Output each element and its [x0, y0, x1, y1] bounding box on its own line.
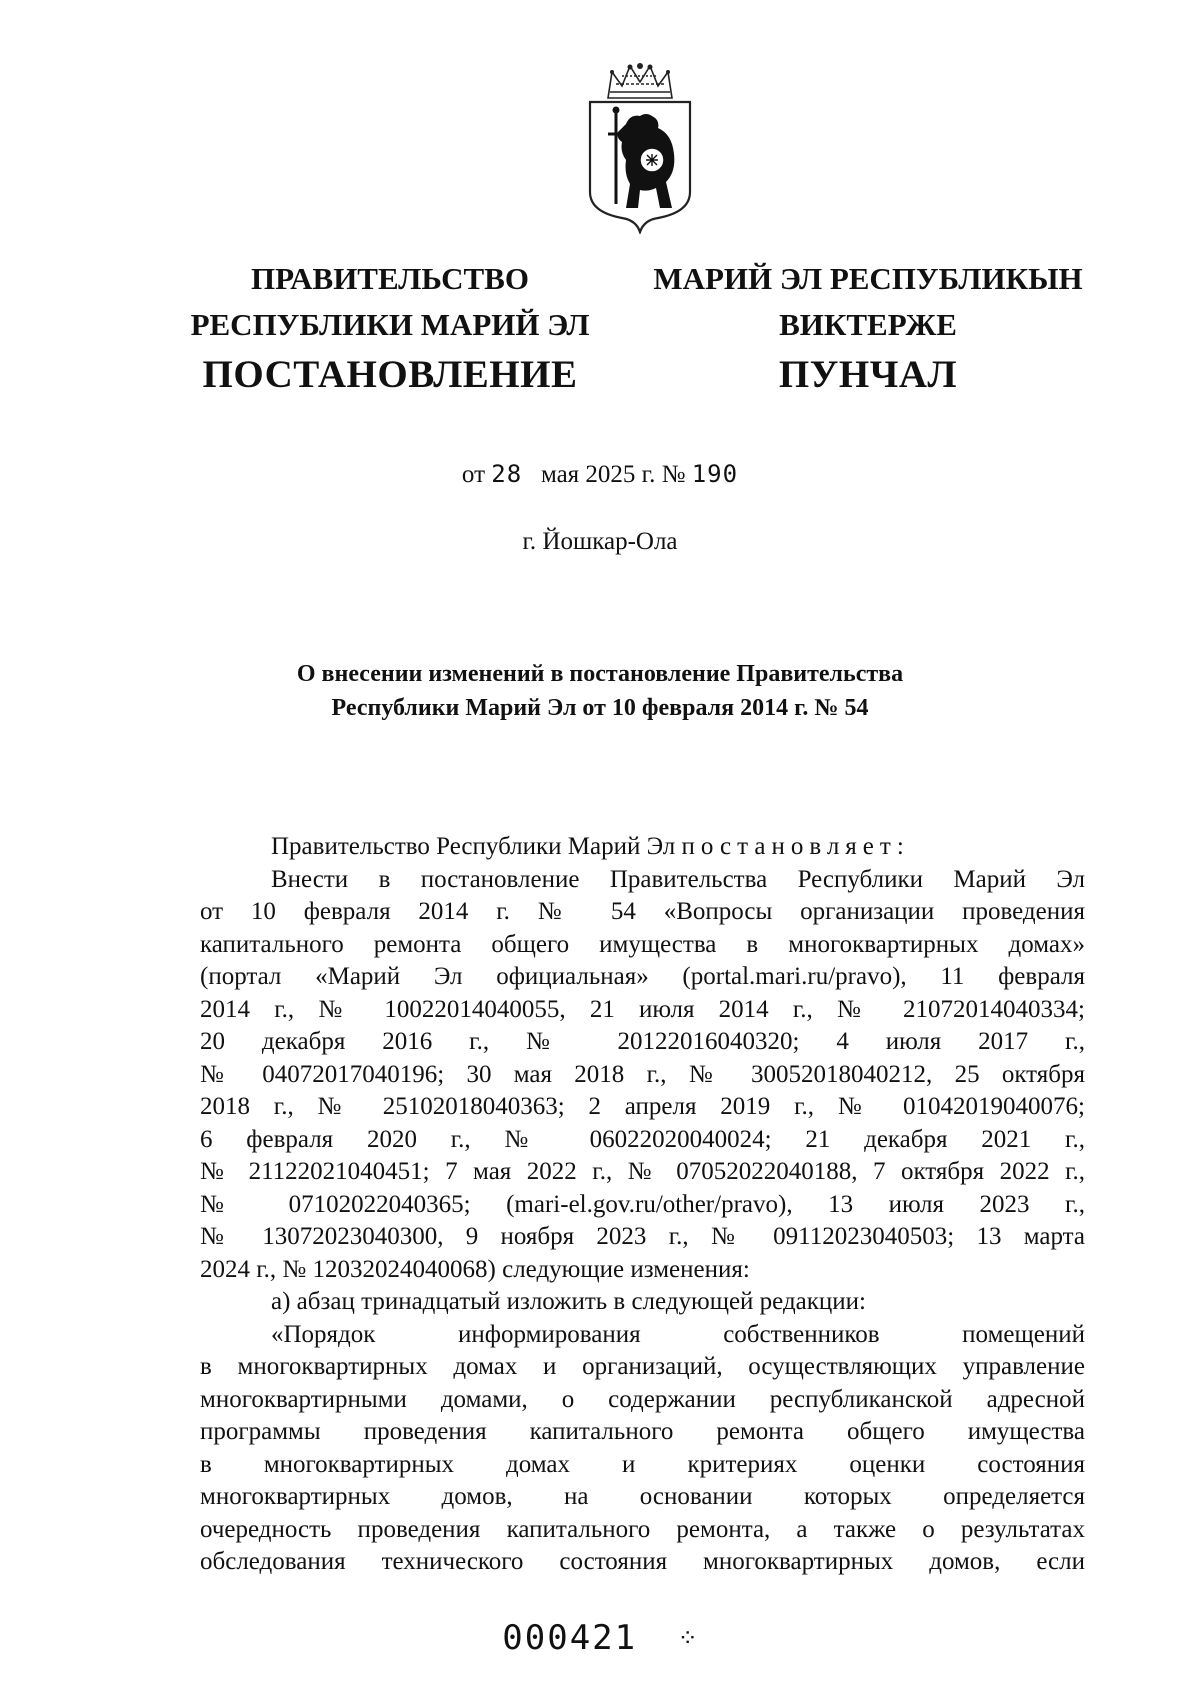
header-right-line1: МАРИЙ ЭЛ РЕСПУБЛИКЫН	[653, 261, 1083, 296]
dateline-day: 28	[491, 460, 523, 488]
body-line: № 07102022040365; (mari-el.gov.ru/other/pravo), 13 июля 2023 г.,	[200, 1190, 1085, 1218]
body-line: 6 февраля 2020 г., № 06022020040024; 21 декабря 2021 г.,	[200, 1125, 1085, 1153]
body-line: от 10 февраля 2014 г. № 54 «Вопросы организации проведения	[200, 898, 1085, 925]
body-line: программы проведения капитального ремонта общего имущества	[200, 1418, 1085, 1445]
dateline-month-year: мая 2025 г. №	[540, 461, 686, 488]
document-type-mari: ПУНЧАЛ	[778, 353, 958, 396]
decree-opening: Правительство Республики Марий Эл	[271, 833, 676, 860]
header-left-line2: РЕСПУБЛИКИ МАРИЙ ЭЛ	[190, 307, 590, 342]
decree-opening-line	[200, 831, 1085, 864]
body-line: 2018 г., № 25102018040363; 2 апреля 2019 г., № 01042019040076;	[200, 1093, 1085, 1120]
header-right-block	[628, 256, 1108, 400]
body-line: № 21122021040451; 7 мая 2022 г., № 07052022040188, 7 октября 2022 г.,	[200, 1158, 1085, 1185]
body-line: № 04072017040196; 30 мая 2018 г., № 30052018040212, 25 октября	[200, 1060, 1085, 1088]
header-left-line1: ПРАВИТЕЛЬСТВО	[251, 261, 529, 296]
body-line: капитального ремонта общего имущества в многоквартирных домах»	[200, 930, 1085, 958]
document-title	[200, 657, 1000, 725]
body-line: многоквартирных домов, на основании которых определяется	[200, 1483, 1085, 1510]
serial-mark-icon: ⁘	[677, 1624, 698, 1652]
document-body	[200, 831, 1085, 1579]
document-type-russian: ПОСТАНОВЛЕНИЕ	[202, 353, 578, 396]
body-line: 20 декабря 2016 г., № 20122016040320; 4 июля 2017 г.,	[200, 1028, 1085, 1055]
body-line: 2024 г., № 12032024040068) следующие изменения:	[200, 1255, 750, 1283]
serial-number-footer	[0, 1618, 1200, 1658]
serial-number: 000421	[502, 1618, 638, 1658]
decree-verb: постановляет:	[681, 833, 910, 860]
body-line: 2014 г., № 10022014040055, 21 июля 2014 г., № 21072014040334;	[200, 995, 1085, 1023]
body-line: многоквартирными домами, о содержании республиканской адресной	[200, 1385, 1085, 1413]
body-line: обследования технического состояния многоквартирных домов, если	[200, 1548, 1085, 1575]
body-line: в многоквартирных домах и критериях оценки состояния	[200, 1450, 1085, 1478]
body-line: а) абзац тринадцатый изложить в следующей редакции:	[271, 1288, 866, 1315]
header-right-line2: ВИКТЕРЖЕ	[779, 307, 957, 342]
document-city: г. Йошкар-Ола	[522, 528, 678, 555]
document-number: 190	[691, 460, 739, 488]
dateline-prefix: от	[461, 461, 486, 488]
body-line: в многоквартирных домах и организаций, осуществляющих управление	[200, 1353, 1085, 1380]
body-line: № 13072023040300, 9 ноября 2023 г., № 09112023040503; 13 марта	[200, 1223, 1085, 1250]
body-line: (портал «Марий Эл официальная» (portal.mari.ru/pravo), 11 февраля	[200, 963, 1085, 990]
title-line-2: Республики Марий Эл от 10 февраля 2014 г. № 54	[331, 695, 869, 721]
document-dateline	[0, 460, 1200, 489]
body-line: «Порядок информирования собственников помещений	[271, 1320, 1085, 1348]
body-line: Внести в постановление Правительства Республики Марий Эл	[271, 865, 1085, 893]
coat-of-arms-icon	[586, 62, 694, 234]
header-left-block	[150, 256, 630, 400]
body-line: очередность проведения капитального ремонта, а также о результатах	[200, 1515, 1085, 1543]
title-line-1: О внесении изменений в постановление Правительства	[296, 661, 904, 687]
